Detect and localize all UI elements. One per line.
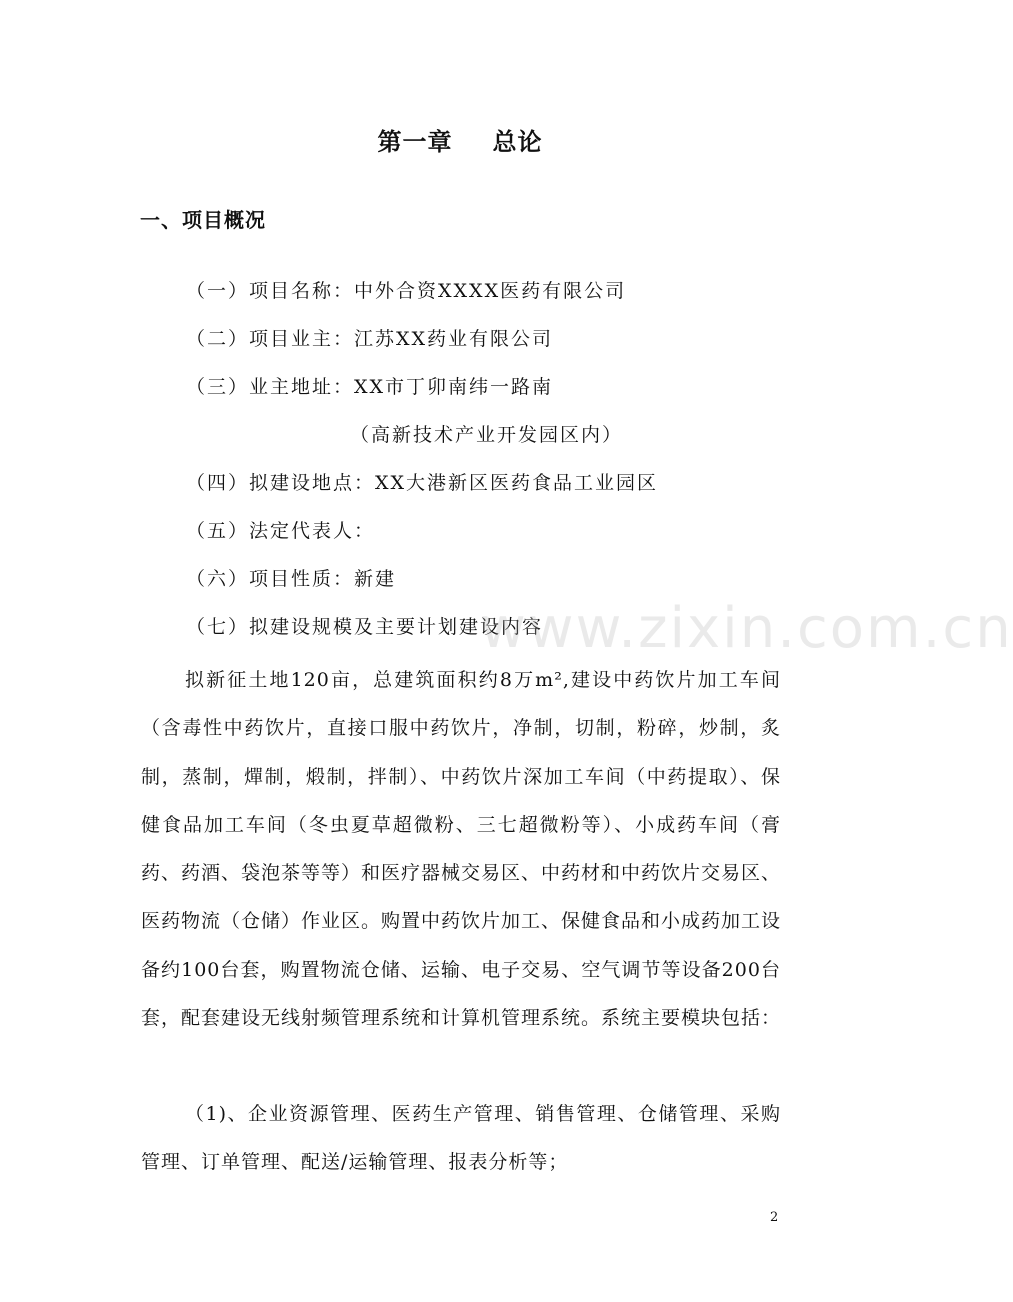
section-heading: 一、项目概况	[140, 208, 266, 232]
item-owner-address: （三）业主地址：XX市丁卯南纬一路南	[186, 376, 554, 398]
chapter-title	[0, 122, 920, 157]
module-list-paragraph: （1)、企业资源管理、医药生产管理、销售管理、仓储管理、采购管理、订单管理、配送/运输管理、报表分析等；	[141, 1103, 781, 1174]
page-number: 2	[770, 1210, 779, 1225]
item-legal-representative: （五）法定代表人：	[186, 520, 376, 542]
chapter-number: 第一章	[377, 128, 453, 156]
item-owner-address-continued: （高新技术产业开发园区内）	[350, 424, 624, 446]
body-paragraph: 拟新征土地120亩，总建筑面积约8万m²,建设中药饮片加工车间（含毒性中药饮片，直接口服中药饮片，净制，切制，粉碎，炒制，炙制，蒸制，燀制，煅制，拌制）、中药饮片深加工车间（中药提取）、保健食品加工车间（冬虫夏草超微粉、三七超微粉等）、小成药车间（膏药、药酒、袋泡茶等等）和医疗器械交易区、中药材和中药饮片交易区、医药物流（仓储）作业区。购置中药饮片加工、保健食品和小成药加工设备约100台套，购置物流仓储、运输、电子交易、空气调节等设备200台套，配套建设无线射频管理系统和计算机管理系统。系统主要模块包括：	[141, 669, 782, 1030]
item-construction-site: （四）拟建设地点：XX大港新区医药食品工业园区	[186, 472, 659, 494]
item-project-nature: （六）项目性质：新建	[186, 568, 397, 590]
item-project-owner: （二）项目业主：江苏XX药业有限公司	[186, 328, 554, 350]
chapter-name: 总论	[492, 128, 543, 156]
watermark: www.zixin.com.cn	[480, 596, 1013, 661]
item-construction-scale: （七）拟建设规模及主要计划建设内容	[186, 616, 544, 638]
item-project-name: （一）项目名称：中外合资XXXX医药有限公司	[186, 280, 627, 302]
